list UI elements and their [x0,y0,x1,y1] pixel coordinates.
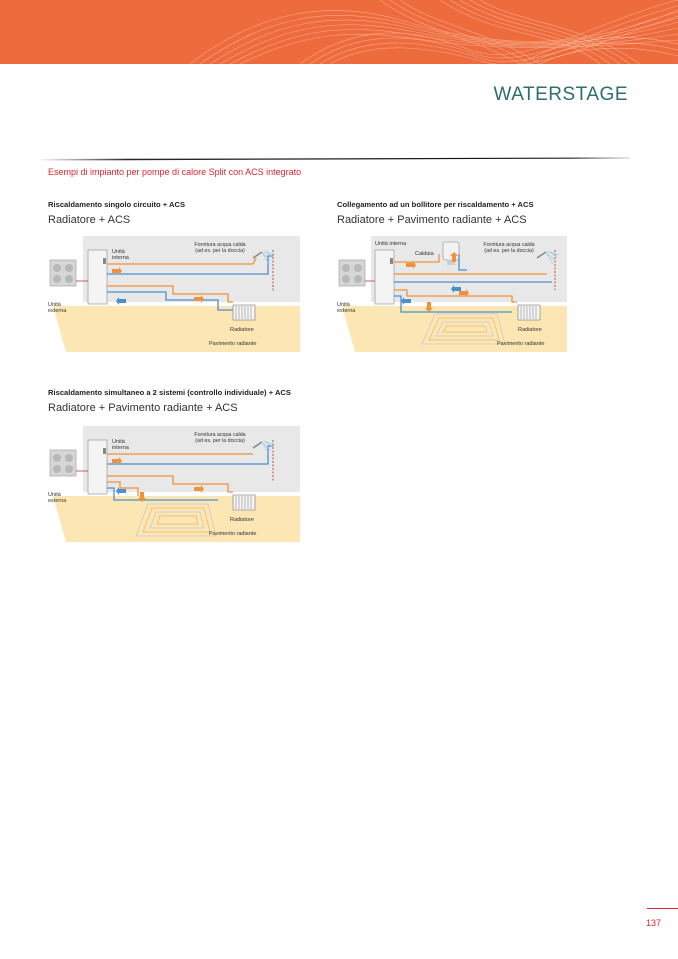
diagram-radiator-acs [48,236,300,352]
page-number: 137 [646,918,662,928]
diagram-boiler-floor-acs [337,236,567,352]
example-3-header [48,388,291,414]
brand-logo: WATERSTAGE [493,84,628,105]
floor-area [53,496,300,542]
section-rule [38,156,630,162]
boiler-label: Caldaia [415,251,434,257]
svg-text:Unitàesterna: Unità esterna [48,492,67,504]
floor-label: Pavimento radiante [209,531,257,537]
indoor-unit [88,250,107,304]
svg-text:Unitàinterna: Unità interna [112,249,129,261]
radiator-icon [233,495,255,510]
floor-label: Pavimento radiante [497,341,545,347]
example-subtitle: Riscaldamento singolo circuito + ACS [48,200,186,209]
outdoor-unit [50,450,76,476]
svg-text:Unitàesterna: Unità esterna [337,302,356,314]
radiator-label: Radiatore [230,327,254,333]
radiator-icon [518,305,540,320]
svg-text:Fornitura acqua calda(ad es. p: Fornitura acqua calda (ad es. per la doccia) [194,242,246,254]
svg-text:Unità interna: Unità interna [375,241,407,247]
outdoor-unit [50,260,76,286]
outdoor-unit [339,260,365,286]
example-2-header [337,200,534,226]
example-heading: Radiatore + ACS [48,214,131,226]
page-number-rule [647,908,678,909]
header-banner [0,0,678,64]
wave-pattern [0,0,678,64]
radiator-label: Radiatore [518,327,542,333]
radiator-icon [233,305,255,320]
radiator-label: Radiatore [230,517,254,523]
example-subtitle: Collegamento ad un bollitore per riscaldamento + ACS [337,200,534,209]
diagram-dual-system-acs [48,426,300,542]
svg-text:Fornitura acqua calda(ad es. p: Fornitura acqua calda (ad es. per la doccia) [194,432,246,444]
svg-text:Unitàesterna: Unità esterna [48,302,67,314]
floor-area [53,306,300,352]
floor-label: Pavimento radiante [209,341,257,347]
svg-text:Unitàinterna: Unità interna [112,439,129,451]
example-heading: Radiatore + Pavimento radiante + ACS [337,214,527,226]
example-heading: Radiatore + Pavimento radiante + ACS [48,402,238,414]
example-1-header [48,200,185,226]
indoor-unit [375,250,394,304]
section-title: Esempi di impianto per pompe di calore Split con ACS integrato [48,167,302,177]
example-subtitle: Riscaldamento simultaneo a 2 sistemi (controllo individuale) + ACS [48,388,291,397]
indoor-unit [88,440,107,494]
svg-text:Fornitura acqua calda(ad es. p: Fornitura acqua calda (ad es. per la doccia) [483,242,535,254]
